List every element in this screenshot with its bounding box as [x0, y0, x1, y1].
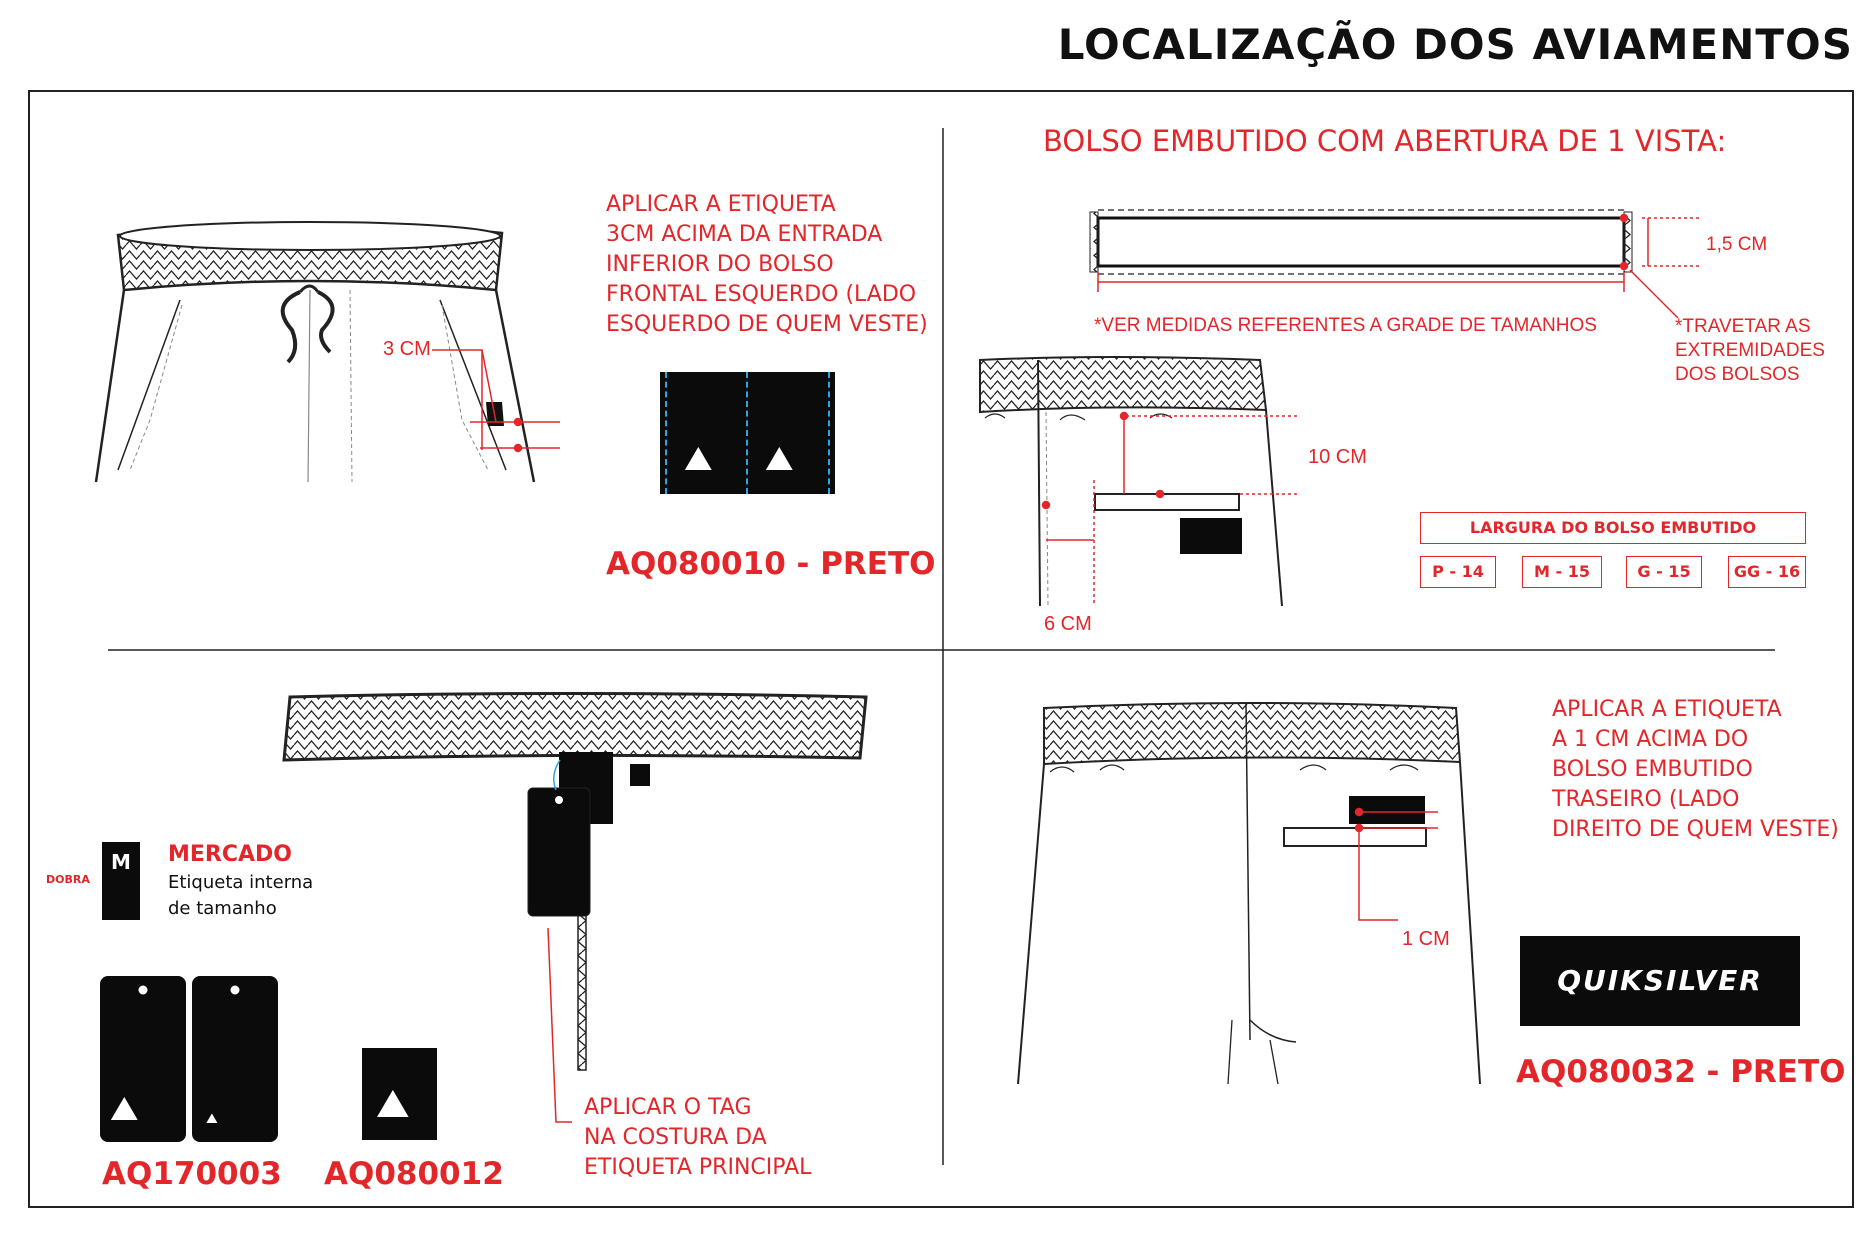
tag-pointer-line: [548, 928, 572, 1122]
pocket-measure-top: 10 CM: [1308, 446, 1367, 468]
back-measure-label: 1 CM: [1402, 928, 1450, 950]
stitch-line: [828, 372, 830, 494]
fold-note: DOBRA: [46, 873, 90, 886]
pocket-width-p: P - 14: [1420, 556, 1496, 588]
woven-label-aq080032: [1520, 936, 1800, 1026]
back-shorts-drawing: [1018, 703, 1480, 1084]
waistband-tag-drawing: [284, 694, 866, 1071]
label-code-aq080012: AQ080012: [324, 1156, 504, 1192]
pocket-width-g: G - 15: [1626, 556, 1702, 588]
back-label-code: AQ080032 - PRETO: [1516, 1054, 1846, 1090]
quiksilver-wave-logo-icon: ⛰: [765, 440, 794, 478]
back-shorts-partial-drawing: [980, 357, 1282, 606]
front-measure-label: 3 CM: [383, 338, 431, 360]
woven-label-aq080012: [362, 1048, 437, 1140]
tag-instruction: APLICAR O TAG NA COSTURA DA ETIQUETA PRINCIPAL: [584, 1095, 812, 1180]
hangtag-code: AQ170003: [102, 1156, 282, 1192]
back-measure-lines: [1356, 809, 1439, 921]
front-label-code: AQ080010 - PRETO: [606, 546, 936, 582]
pocket-bartack-note: *TRAVETAR AS EXTREMIDADES DOS BOLSOS: [1675, 316, 1825, 385]
brand-wordmark: QUIKSILVER: [1557, 964, 1763, 997]
market-title: MERCADO: [168, 842, 292, 867]
stitch-line: [746, 372, 748, 494]
front-label-instruction: APLICAR A ETIQUETA 3CM ACIMA DA ENTRADA INFERIOR DO BOLSO FRONTAL ESQUERDO (LADO ESQUERDO DE QUEM VESTE): [606, 192, 928, 337]
size-label: M: [102, 842, 140, 920]
pocket-width-gg: GG - 16: [1728, 556, 1806, 588]
pocket-measure-side: 6 CM: [1044, 613, 1092, 635]
woven-label-aq080010: [660, 372, 835, 494]
pocket-heading: BOLSO EMBUTIDO COM ABERTURA DE 1 VISTA:: [1043, 124, 1727, 158]
pocket-width-m: M - 15: [1522, 556, 1602, 588]
pocket-height-label: 1,5 CM: [1706, 234, 1768, 255]
quiksilver-wave-logo-icon: ⛰: [684, 440, 713, 478]
pocket-sizes-note: *VER MEDIDAS REFERENTES A GRADE DE TAMANHOS: [1094, 315, 1597, 336]
market-description: Etiqueta interna de tamanho: [168, 872, 314, 919]
quiksilver-wave-logo-icon: ⛰: [376, 1082, 410, 1126]
quiksilver-wave-logo-icon: ⛰: [110, 1090, 139, 1128]
front-measure-lines: [432, 350, 560, 452]
pocket-width-table-title: LARGURA DO BOLSO EMBUTIDO: [1420, 512, 1806, 544]
back-label-instruction: APLICAR A ETIQUETA A 1 CM ACIMA DO BOLSO EMBUTIDO TRASEIRO (LADO DIREITO DE QUEM VESTE): [1552, 697, 1839, 842]
quiksilver-wave-logo-icon: ⛰: [206, 1110, 218, 1126]
front-shorts-drawing: [96, 222, 534, 482]
stitch-line: [665, 372, 667, 494]
pocket-welt-drawing: [1090, 210, 1632, 274]
page-title: LOCALIZAÇÃO DOS AVIAMENTOS: [1057, 20, 1853, 69]
